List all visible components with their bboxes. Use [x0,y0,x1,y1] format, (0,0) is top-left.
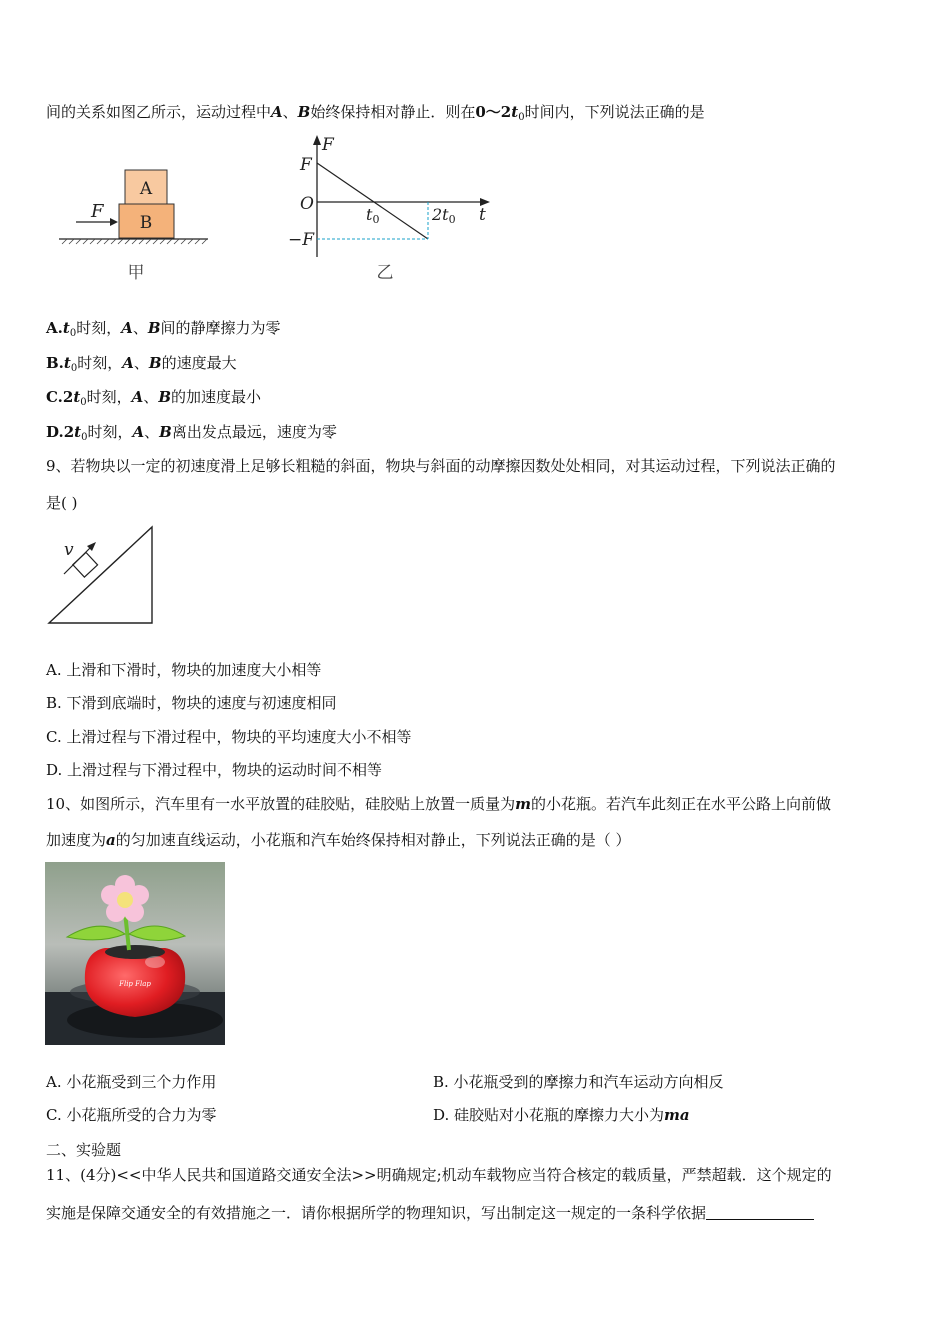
q10-stem-line1: 10、如图所示，汽车里有一水平放置的硅胶贴，硅胶贴上放置一质量为m的小花瓶。若汽车此刻正在水平公路上向前做 [46,795,831,813]
block-b-label: B [139,213,153,233]
y-axis-label: F [322,135,334,155]
answer-blank[interactable] [706,1205,814,1220]
q11-stem-line1: 11、(4分)<<中华人民共和国道路交通安全法>>明确规定;机动车载物应当符合核定的载质量，严禁超载．这个规定的 [46,1166,832,1184]
q10-option-a: A. 小花瓶受到三个力作用 [46,1073,217,1091]
q8-stem-tail: 间的关系如图乙所示，运动过程中A、B始终保持相对静止．则在$0\sim 2t_0$时间内，下列说法正确的是 [46,103,705,123]
two-t0-label: 2t0 [432,205,456,226]
section-heading: 二、实验题 [46,1141,122,1159]
origin-label: O [300,194,314,214]
q9-option-b: B. 下滑到底端时，物块的速度与初速度相同 [46,694,337,712]
figure-jia [56,162,216,291]
pot-brand-text: Flip Flap [119,980,151,988]
q8-option-b: $B.t_0$时刻，A、B的速度最大 [46,354,237,374]
q9-option-a: A. 上滑和下滑时，物块的加速度大小相等 [46,661,322,679]
q10-stem-line2: 加速度为a的匀加速直线运动，小花瓶和汽车始终保持相对静止，下列说法正确的是（ ） [46,831,631,849]
q9-option-c: C. 上滑过程与下滑过程中，物块的平均速度大小不相等 [46,728,412,746]
figure-incline [44,522,159,632]
q10-option-b: B. 小花瓶受到的摩擦力和汽车运动方向相反 [433,1073,724,1091]
velocity-label: v [64,540,74,560]
q10-option-d: D. 硅胶贴对小花瓶的摩擦力大小为ma [433,1106,690,1124]
caption-yi: 乙 [376,263,394,283]
block-a-label: A [139,179,153,199]
force-line [317,163,428,239]
q9-stem-line1: 9、若物块以一定的初速度滑上足够长粗糙的斜面，物块与斜面的动摩擦因数处处相同，对其运动过程，下列说法正确的 [46,457,836,475]
caption-jia: 甲 [127,263,145,283]
y-neg-label: −F [288,230,315,250]
slider-block [73,552,98,577]
q8-option-d: $D.2t_0$时刻，A、B离出发点最远，速度为零 [46,423,337,443]
t0-label: t0 [366,205,380,226]
q8-option-c: $C.2t_0$时刻，A、B的加速度最小 [46,388,262,408]
force-label: F [91,201,104,222]
q10-option-c: C. 小花瓶所受的合力为零 [46,1106,217,1124]
q8-option-a: $A.t_0$时刻，A、B间的静摩擦力为零 [46,319,281,339]
x-axis-label: t [479,205,486,225]
q11-stem-line2: 实施是保障交通安全的有效措施之一．请你根据所学的物理知识，写出制定这一规定的一条科学依据 [46,1203,814,1223]
q9-stem-line2: 是( ) [46,494,78,512]
q9-option-d: D. 上滑过程与下滑过程中，物块的运动时间不相等 [46,761,383,779]
photo-flower-pot [45,862,225,1049]
figure-yi [282,132,502,291]
y-top-label: F [300,155,312,175]
